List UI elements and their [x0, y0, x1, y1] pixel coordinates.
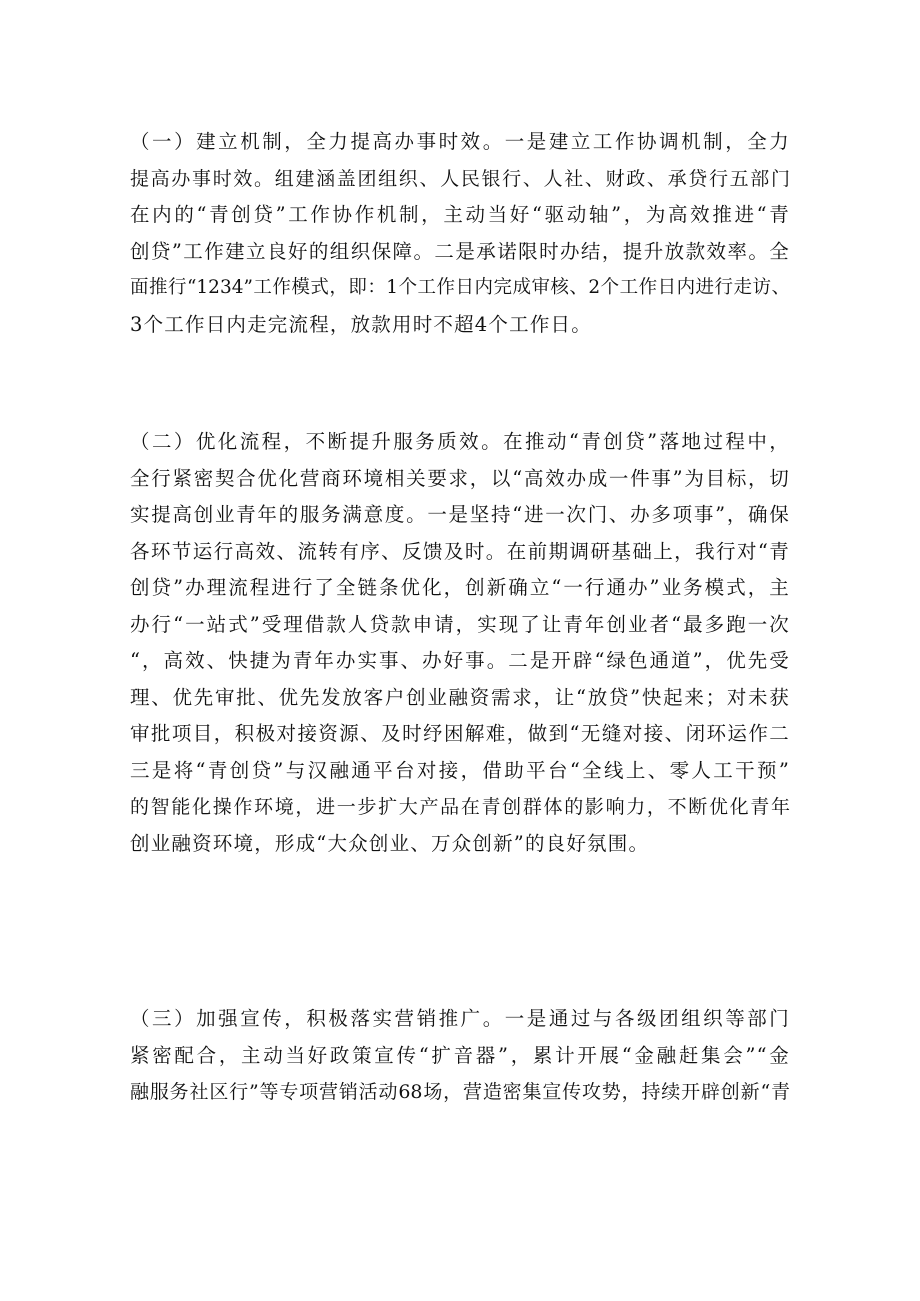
- text-line: 办行“一站式”受理借款人贷款申请，实现了让青年创业者“最多跑一次: [130, 612, 790, 636]
- text-line: “，高效、快捷为青年办实事、办好事。二是开辟“绿色通道”，优先受: [130, 649, 790, 672]
- paragraph-strengthen-publicity: [130, 1001, 790, 1111]
- text-line: 三是将“青创贷”与汉融通平台对接，借助平台“全线上、零人工干预”: [130, 758, 790, 782]
- text-line: 3个工作日内走完流程，放款用时不超4个工作日。: [130, 312, 592, 336]
- text-line: 各环节运行高效、流转有序、反馈及时。在前期调研基础上，我行对“青: [130, 539, 790, 563]
- text-line: 的智能化操作环境，进一步扩大产品在青创群体的影响力，不断优化青年: [130, 796, 790, 818]
- text-line: 审批项目，积极对接资源、及时纾困解难，做到“无缝对接、闭环运作二: [130, 722, 790, 745]
- text-line: 创贷”工作建立良好的组织保障。二是承诺限时办结，提升放款效率。全: [130, 239, 790, 263]
- text-line: （二）优化流程，不断提升服务质效。在推动“青创贷”落地过程中，: [130, 430, 790, 453]
- text-line: （三）加强宣传，积极落实营销推广。一是通过与各级团组织等部门: [130, 1007, 790, 1030]
- paragraph-establish-mechanism: [130, 124, 790, 343]
- text-line: 理、优先审批、优先发放客户创业融资需求，让“放贷”快起来；对未获: [130, 685, 790, 709]
- text-line: 实提高创业青年的服务满意度。一是坚持“进一次门、办多项事”，确保: [130, 503, 790, 526]
- text-line: 面推行“1234”工作模式，即：1个工作日内完成审核、2个工作日内进行走访、: [130, 277, 790, 298]
- text-line: 融服务社区行”等专项营销活动68场，营造密集宣传攻势，持续开辟创新“青: [130, 1081, 790, 1103]
- text-line: 提高办事时效。组建涵盖团组织、人民银行、人社、财政、承贷行五部门: [130, 167, 790, 190]
- text-line: 全行紧密契合优化营商环境相关要求，以“高效办成一件事”为目标，切: [130, 466, 790, 490]
- text-line: （一）建立机制，全力提高办事时效。一是建立工作协调机制，全力: [130, 130, 790, 153]
- text-line: 在内的“青创贷”工作协作机制，主动当好“驱动轴”，为高效推进“青: [130, 203, 790, 226]
- text-line: 紧密配合，主动当好政策宣传“扩音器”，累计开展“金融赶集会”“金: [130, 1043, 790, 1067]
- text-line: 创业融资环境，形成“大众创业、万众创新”的良好氛围。: [130, 831, 650, 855]
- paragraph-optimize-process: [130, 424, 790, 862]
- text-line: 创贷”办理流程进行了全链条优化，创新确立“一行通办”业务模式，主: [130, 576, 790, 599]
